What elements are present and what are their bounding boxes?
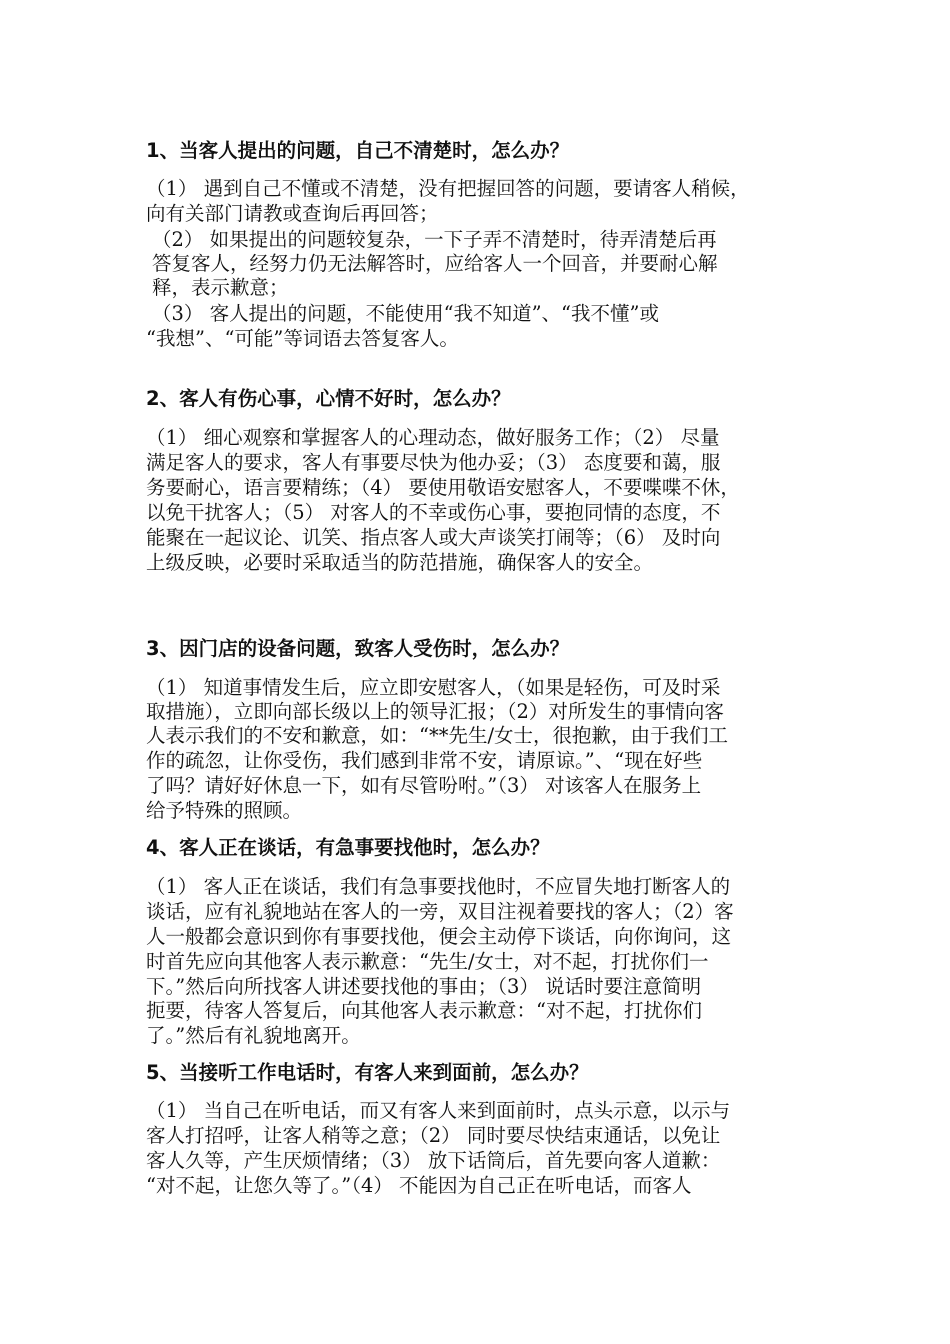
- section-2-line-3: 务要耐心，语言要精练；（4） 要使用敬语安慰客人，不要喋喋不休，: [146, 476, 740, 499]
- section-2-heading: 2、客人有伤心事，心情不好时，怎么办？: [146, 387, 511, 410]
- section-4-line-2: 谈话，应有礼貌地站在客人的一旁，双目注视着要找的客人；（2）客: [146, 900, 734, 923]
- section-2-line-6: 上级反映，必要时采取适当的防范措施，确保客人的安全。: [146, 551, 654, 574]
- section-5-line-1: （1） 当自己在听电话，而又有客人来到面前时，点头示意，以示与: [146, 1099, 731, 1122]
- section-3-heading: 3、因门店的设备问题，致客人受伤时，怎么办？: [146, 637, 570, 660]
- section-1-line-4: 答复客人，经努力仍无法解答时，应给客人一个回音，并要耐心解: [152, 252, 718, 275]
- section-1-line-2: 向有关部门请教或查询后再回答；: [146, 202, 439, 225]
- section-5-line-4: “对不起，让您久等了。”（4） 不能因为自己正在听电话，而客人: [146, 1174, 692, 1197]
- section-1-line-1: （1） 遇到自己不懂或不清楚，没有把握回答的问题，要请客人稍候，: [146, 177, 750, 200]
- section-1-line-7: “我想”、“可能”等词语去答复客人。: [146, 327, 459, 350]
- section-1-heading: 1、当客人提出的问题，自己不清楚时，怎么办？: [146, 139, 570, 162]
- section-3-line-6: 给予特殊的照顾。: [146, 799, 303, 822]
- section-1-line-5: 释，表示歉意；: [152, 276, 289, 299]
- section-5-line-2: 客人打招呼，让客人稍等之意；（2） 同时要尽快结束通话，以免让: [146, 1124, 721, 1147]
- section-4-line-5: 下。”然后向所找客人讲述要找他的事由；（3） 说话时要注意简明: [146, 975, 702, 998]
- section-5-heading: 5、当接听工作电话时，有客人来到面前，怎么办？: [146, 1061, 589, 1084]
- section-1-line-6: （3） 客人提出的问题，不能使用“我不知道”、“我不懂”或: [152, 302, 659, 325]
- section-3-line-1: （1） 知道事情发生后，应立即安慰客人，（如果是轻伤，可及时采: [146, 676, 721, 699]
- section-2-line-2: 满足客人的要求，客人有事要尽快为他办妥；（3） 态度要和蔼，服: [146, 451, 721, 474]
- section-4-line-1: （1） 客人正在谈话，我们有急事要找他时，不应冒失地打断客人的: [146, 875, 731, 898]
- section-4-line-6: 扼要，待客人答复后，向其他客人表示歉意：“对不起，打扰你们: [146, 999, 702, 1022]
- section-3-line-5: 了吗？请好好休息一下，如有尽管吩咐。”（3） 对该客人在服务上: [146, 774, 702, 797]
- section-3-line-4: 作的疏忽，让你受伤，我们感到非常不安，请原谅。”、“现在好些: [146, 749, 703, 772]
- section-3-line-3: 人表示我们的不安和歉意，如：“**先生/女士，很抱歉，由于我们工: [146, 724, 729, 747]
- section-2-line-5: 能聚在一起议论、讥笑、指点客人或大声谈笑打闹等；（6） 及时向: [146, 526, 721, 549]
- section-1-line-3: （2） 如果提出的问题较复杂，一下子弄不清楚时，待弄清楚后再: [152, 228, 717, 251]
- section-4-line-3: 人一般都会意识到你有事要找他，便会主动停下谈话，向你询问，这: [146, 925, 732, 948]
- section-4-line-4: 时首先应向其他客人表示歉意：“先生/女士，对不起，打扰你们一: [146, 950, 709, 973]
- section-5-line-3: 客人久等，产生厌烦情绪；（3） 放下话筒后，首先要向客人道歉：: [146, 1149, 721, 1172]
- section-2-line-1: （1） 细心观察和掌握客人的心理动态，做好服务工作；（2） 尽量: [146, 426, 720, 449]
- section-4-line-7: 了。”然后有礼貌地离开。: [146, 1024, 361, 1047]
- section-3-line-2: 取措施），立即向部长级以上的领导汇报；（2）对所发生的事情向客: [146, 700, 724, 723]
- section-4-heading: 4、客人正在谈话，有急事要找他时，怎么办？: [146, 836, 550, 859]
- section-2-line-4: 以免干扰客人；（5） 对客人的不幸或伤心事，要抱同情的态度，不: [146, 501, 721, 524]
